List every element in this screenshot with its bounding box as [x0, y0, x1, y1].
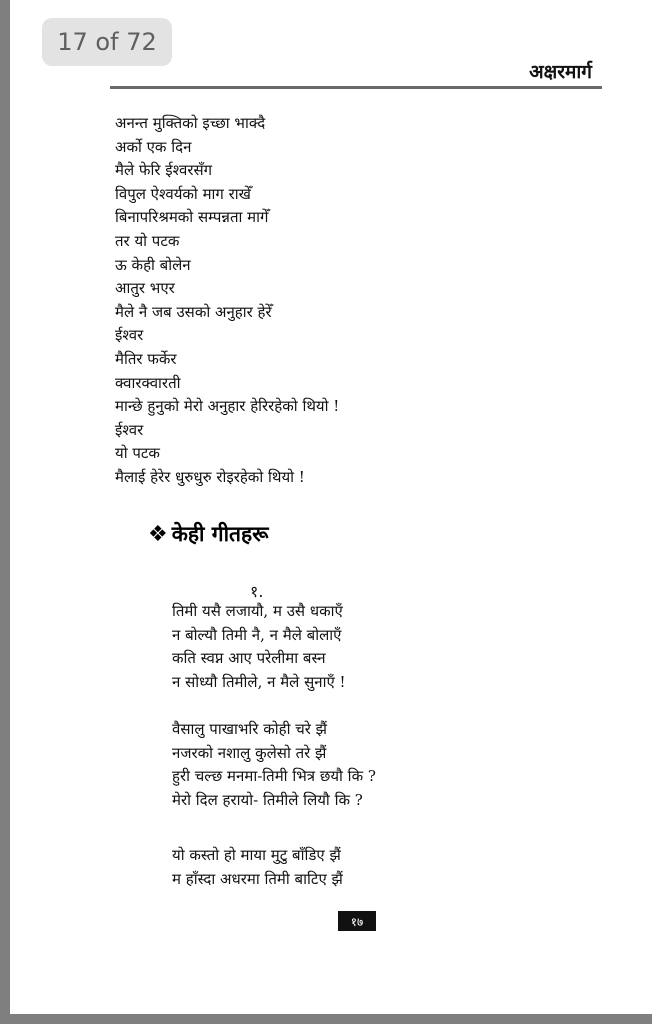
- poem-line: ऊ केही बोलेन: [115, 255, 191, 274]
- section-heading: [148, 520, 268, 548]
- song-stanza-2: [172, 718, 376, 812]
- song-stanza-3: [172, 844, 343, 891]
- diamond-bullet-icon: ❖: [148, 521, 168, 547]
- poem-line: मैले फेरि ईश्वरसँग: [115, 161, 213, 180]
- poem-line: ईश्वर: [115, 326, 144, 345]
- poem-text-block: [115, 112, 339, 490]
- document-page: [10, 0, 652, 1014]
- poem-line: आतुर भएर: [115, 279, 175, 298]
- song-line: नजरको नशालु कुलेसो तरे झैं: [172, 743, 327, 762]
- poem-line: क्वारक्वारती: [115, 373, 181, 392]
- poem-line: अर्को एक दिन: [115, 137, 192, 156]
- song-line: मेरो दिल हरायो- तिमीले लियौ कि ?: [172, 790, 363, 809]
- running-header-title: अक्षरमार्ग: [529, 61, 592, 83]
- song-line: हुरी चल्छ मनमा-तिमी भित्र छयौ कि ?: [172, 767, 376, 786]
- song-line: वैसालु पाखाभरि कोही चरे झैं: [172, 720, 327, 738]
- song-line: यो कस्तो हो माया मुटु बाँडिए झैं: [172, 846, 341, 864]
- poem-line: मैले नै जब उसको अनुहार हेरेँ: [115, 302, 272, 321]
- header-rule: [110, 86, 602, 89]
- song-stanza-1: [172, 600, 346, 694]
- song-line: न बोल्यौ तिमी नै, न मैले बोलाएँ: [172, 625, 342, 644]
- song-line: म हाँस्दा अधरमा तिमी बाटिए झैं: [172, 869, 343, 888]
- song-number: १.: [250, 582, 264, 601]
- poem-line: तर यो पटक: [115, 231, 180, 250]
- song-line: कति स्वप्न आए परेलीमा बस्न: [172, 649, 326, 668]
- page-counter-badge: 17 of 72: [42, 18, 172, 66]
- song-line: तिमी यसै लजायौ, म उसै धकाएँ: [172, 602, 343, 620]
- poem-line: मैतिर फर्केर: [115, 349, 177, 368]
- poem-line: मान्छे हुनुको मेरो अनुहार हेरिरहेको थियो !: [115, 397, 340, 416]
- song-line: न सोध्यौ तिमीले, न मैले सुनाएँ !: [172, 672, 346, 691]
- poem-line: विपुल ऐश्वर्यको माग राखेँ: [115, 184, 251, 203]
- poem-line: मैलाई हेरेर धुरुधुरु रोइरहेको थियो !: [115, 467, 305, 486]
- poem-line: अनन्त मुक्तिको इच्छा भाक्दै: [115, 114, 266, 132]
- poem-line: यो पटक: [115, 444, 160, 463]
- page-number-folio: १७: [338, 911, 376, 931]
- section-title: केही गीतहरू: [171, 522, 269, 546]
- poem-line: बिनापरिश्रमको सम्पन्नता मागेँ: [115, 208, 269, 227]
- poem-line: ईश्वर: [115, 420, 144, 439]
